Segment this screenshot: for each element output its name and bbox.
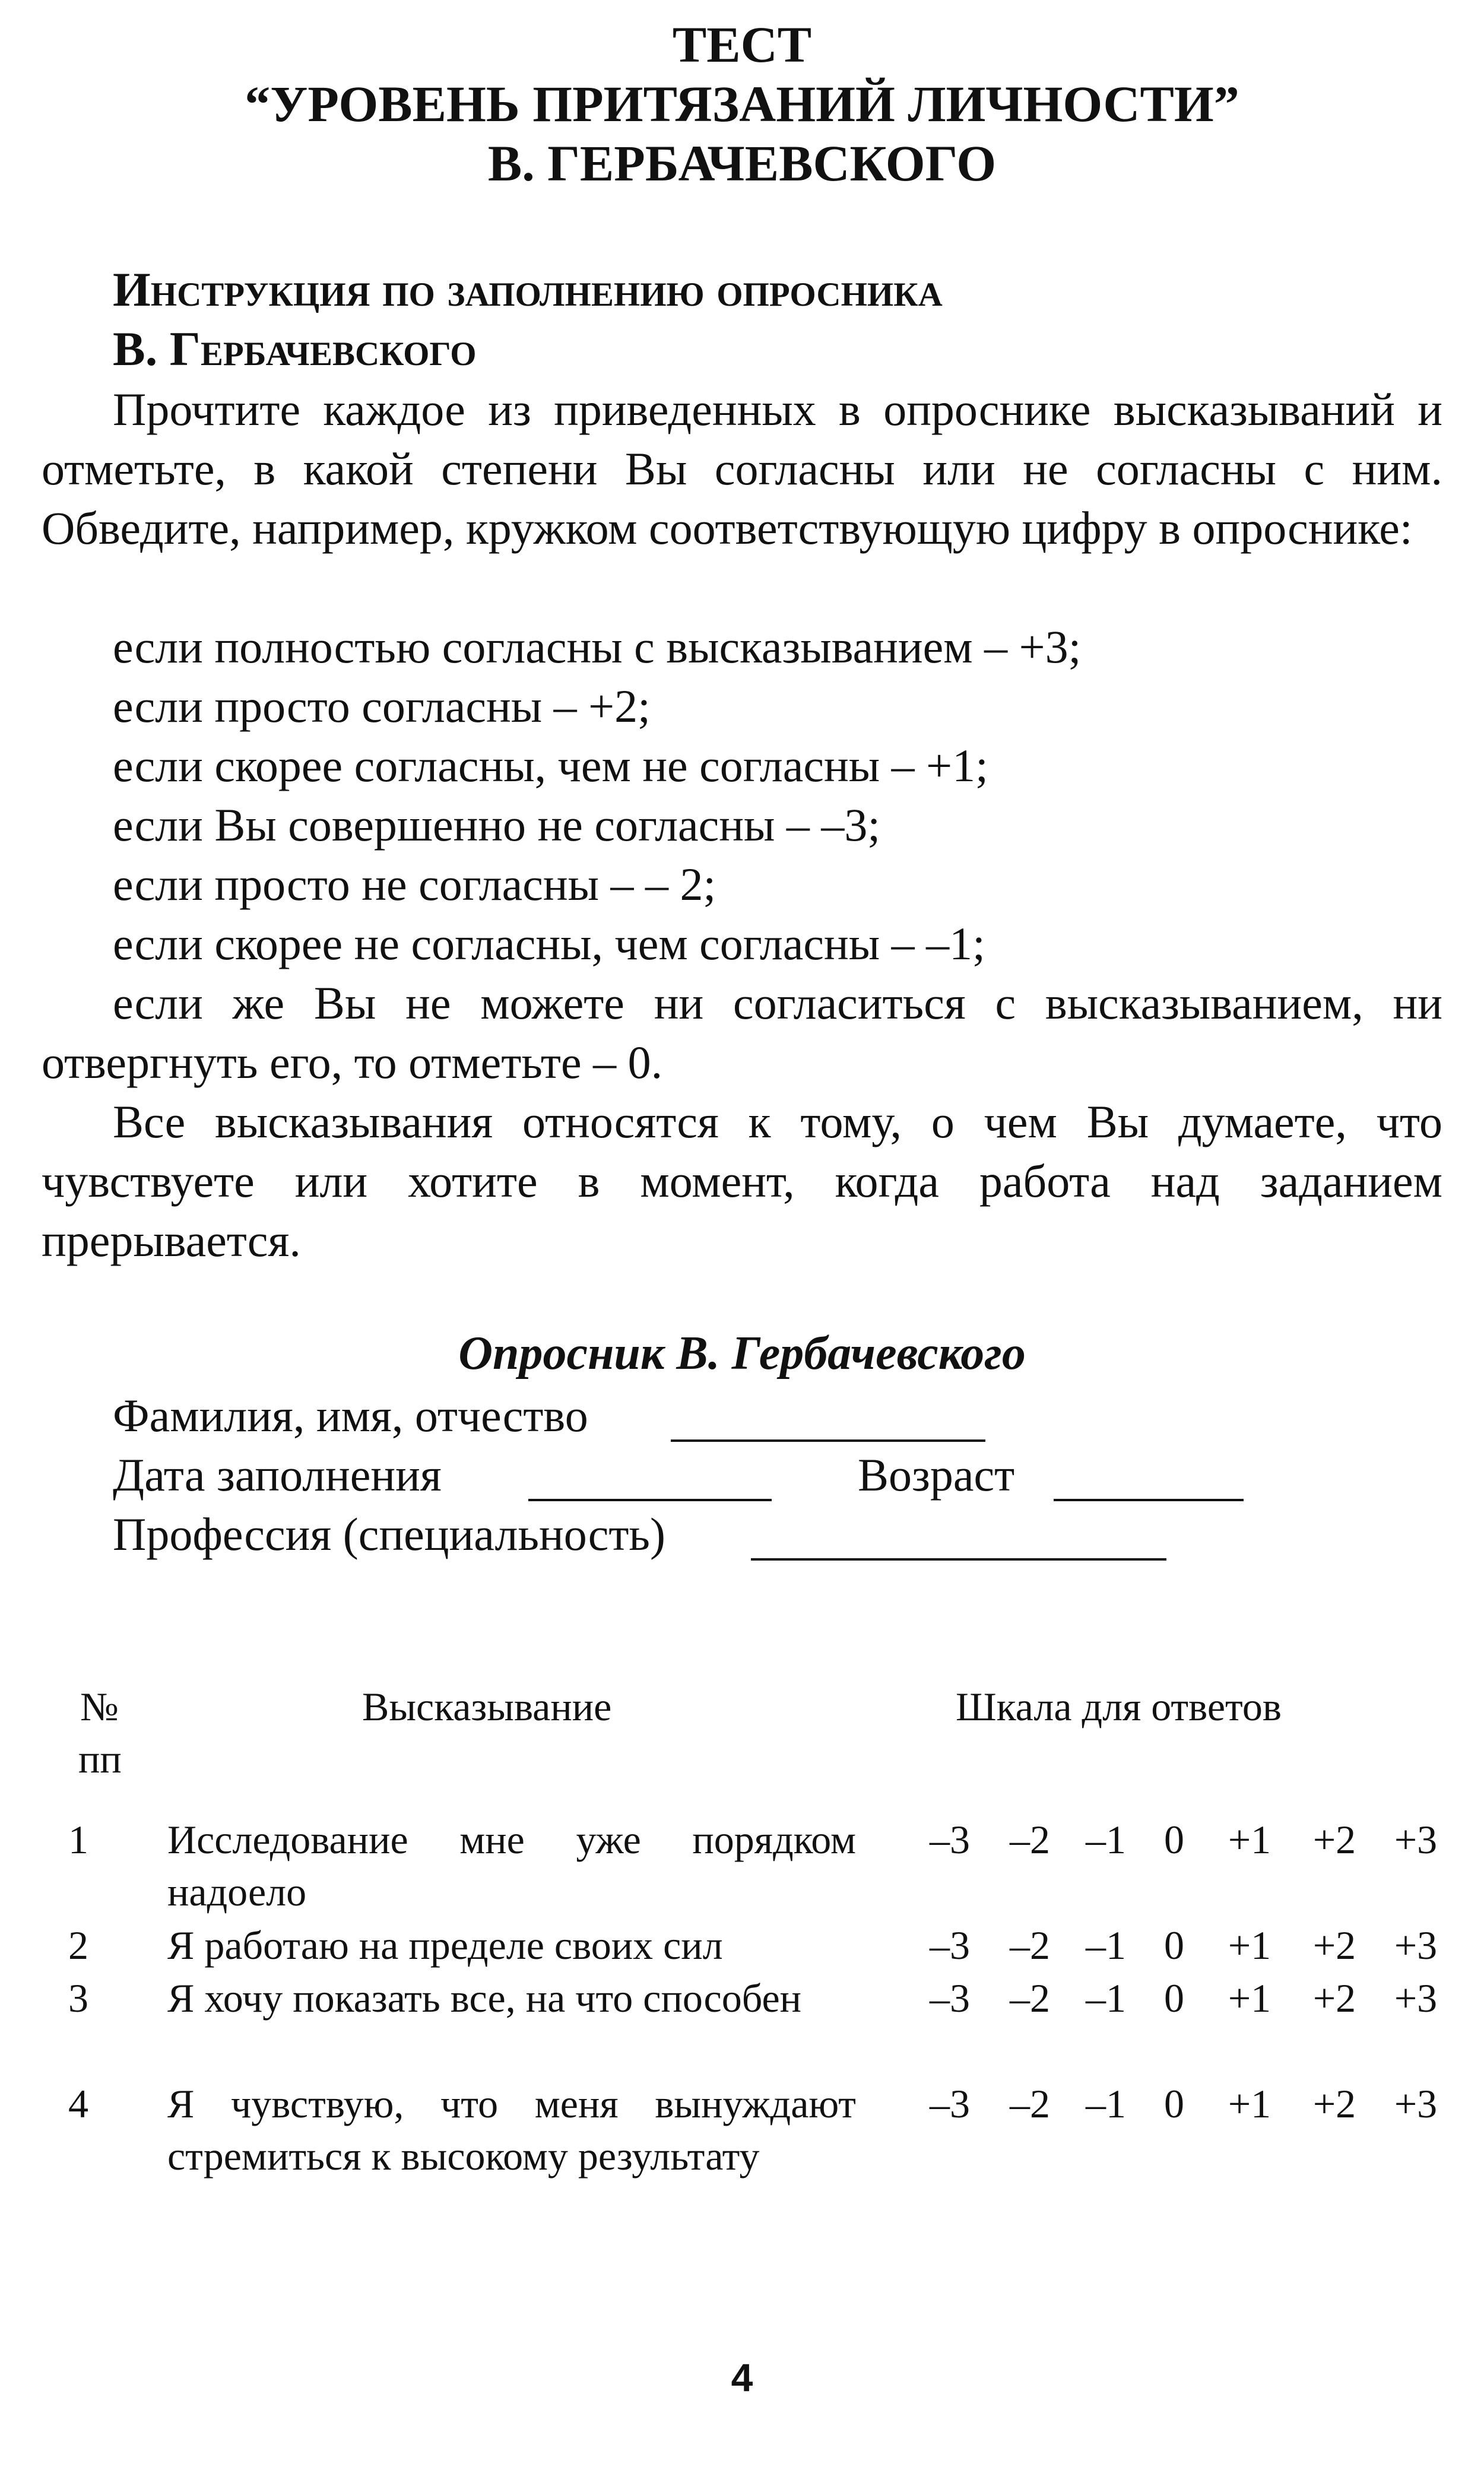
name-label: Фамилия, имя, отчество bbox=[113, 1390, 588, 1441]
row-2-number: 2 bbox=[68, 1923, 88, 1968]
table-header-scale: Шкала для ответов bbox=[956, 1684, 1282, 1729]
table-header-number-sub: пп bbox=[78, 1736, 122, 1781]
age-field[interactable] bbox=[1054, 1499, 1244, 1501]
row-2-scale-0[interactable]: 0 bbox=[1164, 1923, 1184, 1968]
test-title: “УРОВЕНЬ ПРИТЯЗАНИЙ ЛИЧНОСТИ” bbox=[245, 75, 1239, 132]
row-3-scale-p2[interactable]: +2 bbox=[1312, 1976, 1356, 2021]
profession-label: Профессия (специальность) bbox=[113, 1508, 665, 1560]
instruction-heading-author: В. Гербачевского bbox=[113, 322, 477, 376]
test-label: ТЕСТ bbox=[672, 16, 812, 73]
option-agree: если просто согласны – +2; bbox=[113, 680, 651, 732]
row-2-scale-p3[interactable]: +3 bbox=[1394, 1923, 1438, 1968]
option-neutral: если же Вы не можете ни согласиться с высказыванием, ни отвергнуть его, то отметьте – 0. bbox=[42, 977, 1442, 1088]
row-1-scale-p1[interactable]: +1 bbox=[1228, 1817, 1271, 1862]
row-4-scale-p2[interactable]: +2 bbox=[1312, 2081, 1356, 2126]
row-2-scale-p2[interactable]: +2 bbox=[1312, 1923, 1356, 1968]
row-3-scale-m2[interactable]: –2 bbox=[1010, 1976, 1050, 2021]
row-3-scale-p3[interactable]: +3 bbox=[1394, 1976, 1438, 2021]
row-2-statement: Я работаю на пределе своих сил bbox=[167, 1923, 723, 1968]
row-4-scale-0[interactable]: 0 bbox=[1164, 2081, 1184, 2126]
row-2-scale-m3[interactable]: –3 bbox=[930, 1923, 970, 1968]
age-label: Возраст bbox=[858, 1449, 1015, 1501]
option-strongly-agree: если полностью согласны с высказыванием – +3; bbox=[113, 621, 1082, 673]
row-4-scale-m1[interactable]: –1 bbox=[1086, 2081, 1126, 2126]
row-1-number: 1 bbox=[68, 1817, 88, 1862]
option-somewhat-disagree: если скорее не согласны, чем согласны – –1; bbox=[113, 918, 985, 969]
row-1-scale-m3[interactable]: –3 bbox=[930, 1817, 970, 1862]
row-3-number: 3 bbox=[68, 1976, 88, 2021]
date-label: Дата заполнения bbox=[113, 1449, 442, 1501]
name-field[interactable] bbox=[671, 1439, 985, 1442]
row-3-statement: Я хочу показать все, на что способен bbox=[167, 1976, 802, 2021]
row-4-scale-p3[interactable]: +3 bbox=[1394, 2081, 1438, 2126]
row-3-scale-m3[interactable]: –3 bbox=[930, 1976, 970, 2021]
row-1-statement: Исследование мне уже порядком надоело bbox=[167, 1817, 856, 1914]
row-1-scale-m2[interactable]: –2 bbox=[1010, 1817, 1050, 1862]
date-field[interactable] bbox=[528, 1499, 772, 1501]
row-4-statement: Я чувствую, что меня вынуждают стремиться к высокому результату bbox=[167, 2081, 856, 2179]
row-1-scale-p3[interactable]: +3 bbox=[1394, 1817, 1438, 1862]
row-4-number: 4 bbox=[68, 2081, 88, 2126]
option-strongly-disagree: если Вы совершенно не согласны – –3; bbox=[113, 799, 881, 851]
row-3-scale-0[interactable]: 0 bbox=[1164, 1976, 1184, 2021]
profession-field[interactable] bbox=[751, 1558, 1166, 1561]
row-2-scale-m2[interactable]: –2 bbox=[1010, 1923, 1050, 1968]
instruction-heading: Инструкция по заполнению опросника bbox=[113, 262, 943, 316]
row-3-scale-p1[interactable]: +1 bbox=[1228, 1976, 1271, 2021]
instruction-intro: Прочтите каждое из приведенных в опроснике высказываний и отметьте, в какой степени Вы согласны или не согласны с ним. Обведите, например, кружком соответствующую цифру в опроснике: bbox=[42, 383, 1442, 554]
option-disagree: если просто не согласны – – 2; bbox=[113, 858, 716, 910]
row-1-scale-0[interactable]: 0 bbox=[1164, 1817, 1184, 1862]
row-4-scale-p1[interactable]: +1 bbox=[1228, 2081, 1271, 2126]
questionnaire-title: Опросник В. Гербачевского bbox=[458, 1327, 1026, 1380]
page-number: 4 bbox=[731, 2355, 753, 2399]
table-header-statement: Высказывание bbox=[362, 1684, 612, 1729]
row-2-scale-p1[interactable]: +1 bbox=[1228, 1923, 1271, 1968]
instruction-closing: Все высказывания относятся к тому, о чем Вы думаете, что чувствуете или хотите в момент, когда работа над заданием прерывается. bbox=[42, 1096, 1442, 1266]
test-author: В. ГЕРБАЧЕВСКОГО bbox=[487, 135, 997, 192]
row-4-scale-m3[interactable]: –3 bbox=[930, 2081, 970, 2126]
row-1-scale-p2[interactable]: +2 bbox=[1312, 1817, 1356, 1862]
row-3-scale-m1[interactable]: –1 bbox=[1086, 1976, 1126, 2021]
table-header-number: № bbox=[80, 1684, 119, 1729]
option-somewhat-agree: если скорее согласны, чем не согласны – +1; bbox=[113, 740, 988, 791]
row-2-scale-m1[interactable]: –1 bbox=[1086, 1923, 1126, 1968]
row-1-scale-m1[interactable]: –1 bbox=[1086, 1817, 1126, 1862]
row-4-scale-m2[interactable]: –2 bbox=[1010, 2081, 1050, 2126]
